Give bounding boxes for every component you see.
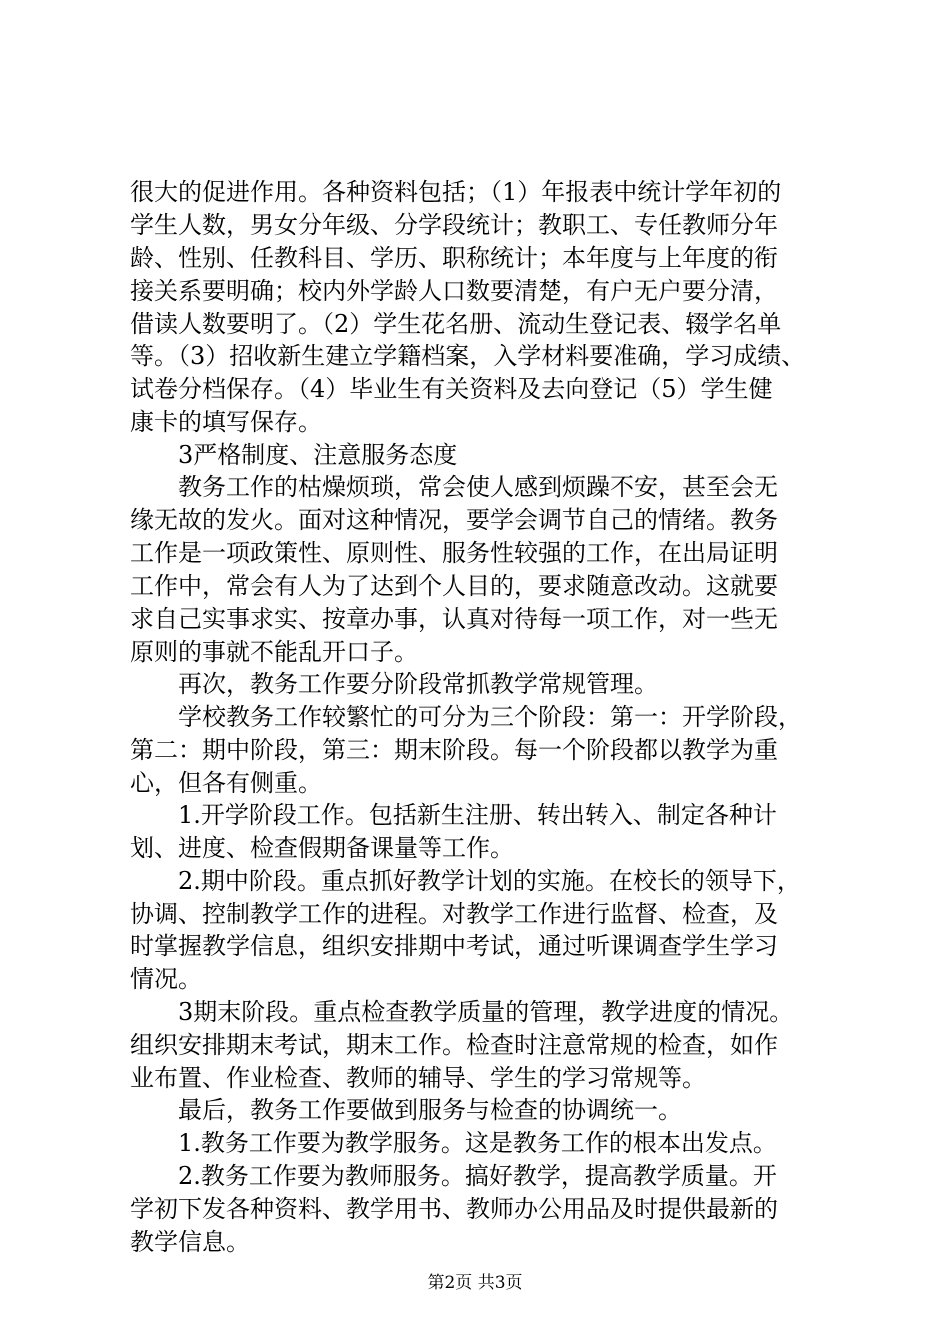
text-line: 业布置、作业检查、教师的辅导、学生的学习常规等。	[130, 1064, 706, 1092]
text-line: 龄、性别、任教科目、学历、职称统计；本年度与上年度的衔	[130, 244, 778, 272]
text-line: 时掌握教学信息，组织安排期中考试，通过听课调查学生学习	[130, 932, 778, 960]
text-line: 康卡的填写保存。	[130, 408, 322, 436]
text-line: 心，但各有侧重。	[130, 769, 322, 797]
text-line: 学初下发各种资料、教学用书、教师办公用品及时提供最新的	[130, 1195, 778, 1223]
text-line: 求自己实事求实、按章办事，认真对待每一项工作，对一些无	[130, 605, 778, 633]
text-line: 组织安排期末考试，期末工作。检查时注意常规的检查，如作	[130, 1031, 778, 1059]
text-line: 1.开学阶段工作。包括新生注册、转出转入、制定各种计	[178, 801, 777, 829]
text-line: 工作是一项政策性、原则性、服务性较强的工作，在出局证明	[130, 539, 778, 567]
text-line: 2.教务工作要为教师服务。搞好教学，提高教学质量。开	[178, 1162, 777, 1190]
page-footer: 第2页 共3页	[427, 1273, 523, 1293]
text-line: 1.教务工作要为教学服务。这是教务工作的根本出发点。	[178, 1129, 777, 1157]
section-heading: 3严格制度、注意服务态度	[178, 441, 458, 469]
text-line: 再次，教务工作要分阶段常抓教学常规管理。	[178, 670, 658, 698]
text-line: 原则的事就不能乱开口子。	[130, 638, 418, 666]
text-line: 最后，教务工作要做到服务与检查的协调统一。	[178, 1096, 682, 1124]
text-line: 教务工作的枯燥烦琐，常会使人感到烦躁不安，甚至会无	[178, 473, 778, 501]
text-line: 缘无故的发火。面对这种情况，要学会调节自己的情绪。教务	[130, 506, 778, 534]
text-line: 学校教务工作较繁忙的可分为三个阶段：第一：开学阶段，	[178, 703, 802, 731]
text-line: 学生人数，男女分年级、分学段统计；教职工、专任教师分年	[130, 211, 778, 239]
text-line: 工作中，常会有人为了达到个人目的，要求随意改动。这就要	[130, 572, 778, 600]
text-line: 协调、控制教学工作的进程。对教学工作进行监督、检查，及	[130, 900, 778, 928]
text-line: 等。（3）招收新生建立学籍档案，入学材料要准确，学习成绩、	[130, 342, 806, 370]
text-line: 划、进度、检查假期备课量等工作。	[130, 834, 514, 862]
text-line: 教学信息。	[130, 1228, 250, 1256]
text-line: 情况。	[130, 965, 202, 993]
text-line: 3期末阶段。重点检查教学质量的管理，教学进度的情况。	[178, 998, 794, 1026]
text-line: 接关系要明确；校内外学龄人口数要清楚，有户无户要分清，	[130, 277, 778, 305]
text-line: 试卷分档保存。（4）毕业生有关资料及去向登记（5）学生健	[130, 375, 773, 403]
text-line: 很大的促进作用。各种资料包括；（1）年报表中统计学年初的	[130, 178, 782, 206]
text-line: 第二：期中阶段，第三：期末阶段。每一个阶段都以教学为重	[130, 736, 778, 764]
text-line: 借读人数要明了。（2）学生花名册、流动生登记表、辍学名单	[130, 310, 782, 338]
text-line: 2.期中阶段。重点抓好教学计划的实施。在校长的领导下，	[178, 867, 801, 895]
